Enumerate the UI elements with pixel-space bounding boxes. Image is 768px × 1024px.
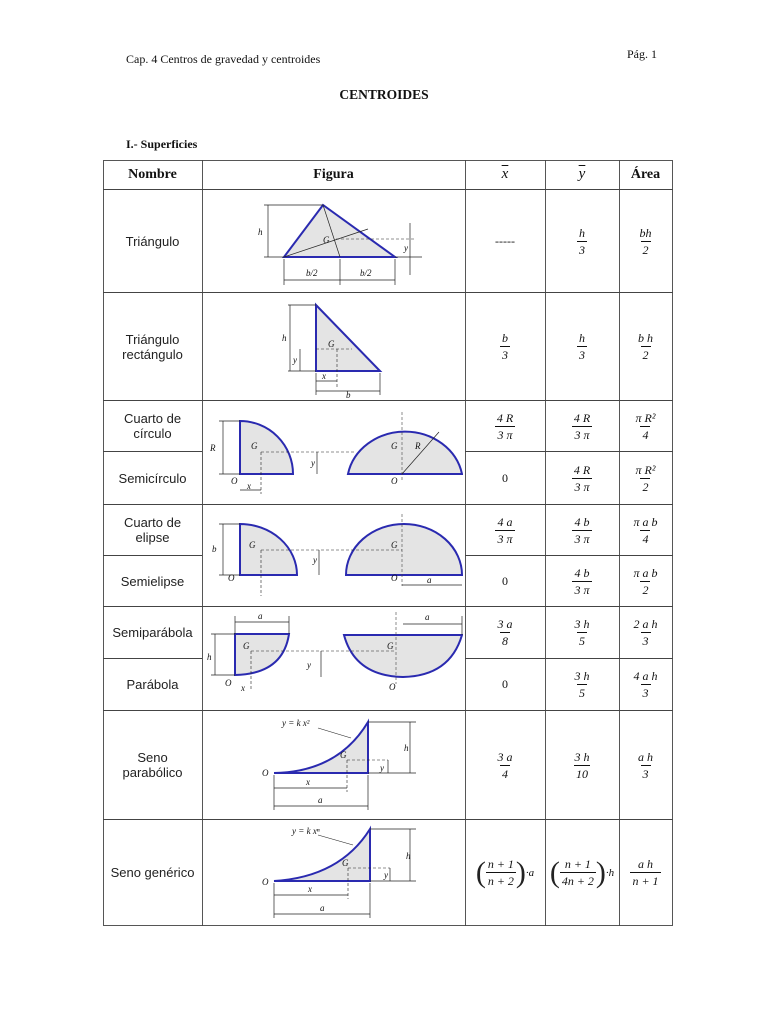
y-formula: $\frac{3 h}{5}$ (574, 669, 590, 700)
semiparabola-x-label: x (241, 683, 245, 693)
chapter-header: Cap. 4 Centros de gravedad y centroides (126, 52, 321, 66)
parabola-g-label: G (387, 641, 394, 651)
quarter-ellipse-b-label: b (212, 544, 217, 554)
sine-parabolic-a-label: a (318, 795, 323, 805)
sine-parabolic-x-label: x (306, 777, 310, 787)
row-name: Triángulo (125, 233, 180, 249)
y-formula: $\frac{3 h}{10}$ (574, 749, 590, 781)
row-name: Cuarto de círculo (123, 411, 182, 441)
quarter-circle-g-label: G (251, 441, 258, 451)
semiparabola-g-label: G (243, 641, 250, 651)
row-name: Semielipse (120, 573, 185, 589)
row-name: Seno genérico (110, 865, 195, 880)
semiellipse-g-label: G (391, 540, 398, 550)
circle-y-label: y (311, 458, 315, 468)
sine-generic-equation: y = k xⁿ (292, 826, 320, 836)
page-number: Pág. 1 (627, 47, 657, 61)
semicircle-r-label: R (415, 441, 421, 451)
row-name: Triángulo rectángulo (122, 331, 183, 362)
right-triangle-h-label: h (282, 333, 287, 343)
triangle-y-label: y (404, 243, 408, 253)
page-title: CENTROIDES (339, 87, 429, 102)
right-triangle-g-label: G (328, 339, 335, 349)
x-formula: $\frac{4 R}{3 \pi}$ (496, 410, 514, 442)
x-value: ----- (495, 233, 515, 248)
x-value: 0 (502, 573, 508, 588)
quarter-circle-x-label: x (247, 481, 251, 491)
area-formula: $\frac{bh}{2}$ (639, 225, 652, 257)
sine-parabolic-g-label: G (340, 750, 347, 760)
sine-parabolic-h-label: h (404, 743, 409, 753)
area-formula: $\frac{\text{4 a h}}{3}$ (633, 669, 658, 700)
x-formula: $\frac{4 a}{3 \pi}$ (497, 514, 513, 546)
right-triangle-y-label: y (293, 355, 297, 365)
area-formula: $\frac{\text{π a b}}{2}$ (633, 565, 658, 597)
triangle-h-label: h (258, 227, 263, 237)
y-formula: $\frac{3 h}{5}$ (574, 617, 590, 648)
x-formula: $\frac{3 a}{4}$ (497, 749, 513, 781)
quarter-ellipse-g-label: G (249, 540, 256, 550)
row-name: Cuarto de elipse (123, 515, 182, 545)
col-header-area: Área (630, 166, 661, 182)
parabola-figures (205, 608, 463, 708)
row-name: Semicírculo (118, 470, 187, 486)
quarter-circle-o-label: O (231, 476, 238, 486)
x-formula: $\frac{3 a}{8}$ (497, 617, 513, 648)
section-heading: I.- Superficies (126, 137, 198, 151)
semicircle-g-label: G (391, 441, 398, 451)
col-header-y: $\overline{y}$ (578, 166, 586, 182)
parabola-h-label: h (207, 652, 212, 662)
y-formula: $\frac{4 b}{3 \pi}$ (574, 565, 590, 597)
sine-generic-a-label: a (320, 903, 325, 913)
ellipse-y-label: y (313, 555, 317, 565)
ellipse-figures (205, 506, 463, 602)
sine-generic-o-label: O (262, 877, 269, 887)
triangle-figure (250, 195, 430, 290)
row-name: Parábola (126, 677, 179, 692)
y-formula: $\frac{h}{3}$ (579, 225, 585, 257)
y-formula: ( $\frac{n + 1}{4n + 2}$ ) ·h (549, 855, 615, 889)
triangle-half-b-label: b/2 (306, 268, 318, 278)
sine-parabolic-y-label: y (380, 763, 384, 773)
right-triangle-b-label: b (346, 390, 351, 399)
row-name: Semiparábola (112, 625, 193, 640)
x-formula: $\frac{b}{3}$ (502, 331, 508, 362)
x-formula: ( $\frac{n + 1}{n + 2}$ ) ·a (475, 855, 535, 889)
sine-generic-h-label: h (406, 851, 411, 861)
area-formula: $\frac{\text{π R²}}{4}$ (635, 410, 656, 442)
x-value: 0 (502, 677, 508, 691)
sine-parabolic-figure (260, 712, 430, 818)
parabola-y-label: y (307, 660, 311, 670)
semiellipse-o-label: O (391, 573, 398, 583)
triangle-g-label: G (323, 235, 330, 245)
right-triangle-x-label: x (322, 371, 326, 381)
parabola-a-label: a (425, 612, 430, 622)
semicircle-o-label: O (391, 476, 398, 486)
semiparabola-a-label: a (258, 611, 263, 621)
right-triangle-figure (280, 297, 390, 399)
sine-parabolic-equation: y = k x² (282, 718, 310, 728)
y-formula: $\frac{h}{3}$ (579, 331, 585, 362)
y-formula: $\frac{4 R}{3 \pi}$ (573, 462, 591, 494)
col-header-figure: Figura (313, 166, 354, 182)
circle-figures (205, 402, 463, 502)
area-formula: $\frac{\text{b h}}{2}$ (638, 331, 653, 362)
area-formula: $\frac{\text{a h}}{n + 1}$ (632, 857, 659, 888)
semiellipse-a-label: a (427, 575, 432, 585)
col-header-name: Nombre (128, 166, 177, 182)
sine-generic-y-label: y (384, 870, 388, 880)
x-value: 0 (502, 470, 508, 485)
quarter-circle-r-label: R (210, 443, 216, 453)
sine-parabolic-o-label: O (262, 768, 269, 778)
sine-generic-x-label: x (308, 884, 312, 894)
sine-generic-figure (260, 821, 430, 924)
semiparabola-o-label: O (225, 678, 232, 688)
col-header-x: $\overline{x}$ (501, 166, 509, 182)
area-formula: $\frac{\text{2 a h}}{3}$ (633, 617, 658, 648)
y-formula: $\frac{4 b}{3 \pi}$ (574, 514, 590, 546)
triangle-half-b-label: b/2 (360, 268, 372, 278)
area-formula: $\frac{\text{π R²}}{2}$ (635, 462, 656, 494)
parabola-o-label: O (389, 682, 396, 692)
area-formula: $\frac{\text{π a b}}{4}$ (633, 514, 658, 546)
row-name: Seno parabólico (122, 750, 183, 780)
sine-generic-g-label: G (342, 858, 349, 868)
area-formula: $\frac{\text{a h}}{3}$ (638, 749, 653, 781)
quarter-ellipse-o-label: O (228, 573, 235, 583)
y-formula: $\frac{4 R}{3 \pi}$ (573, 410, 591, 442)
